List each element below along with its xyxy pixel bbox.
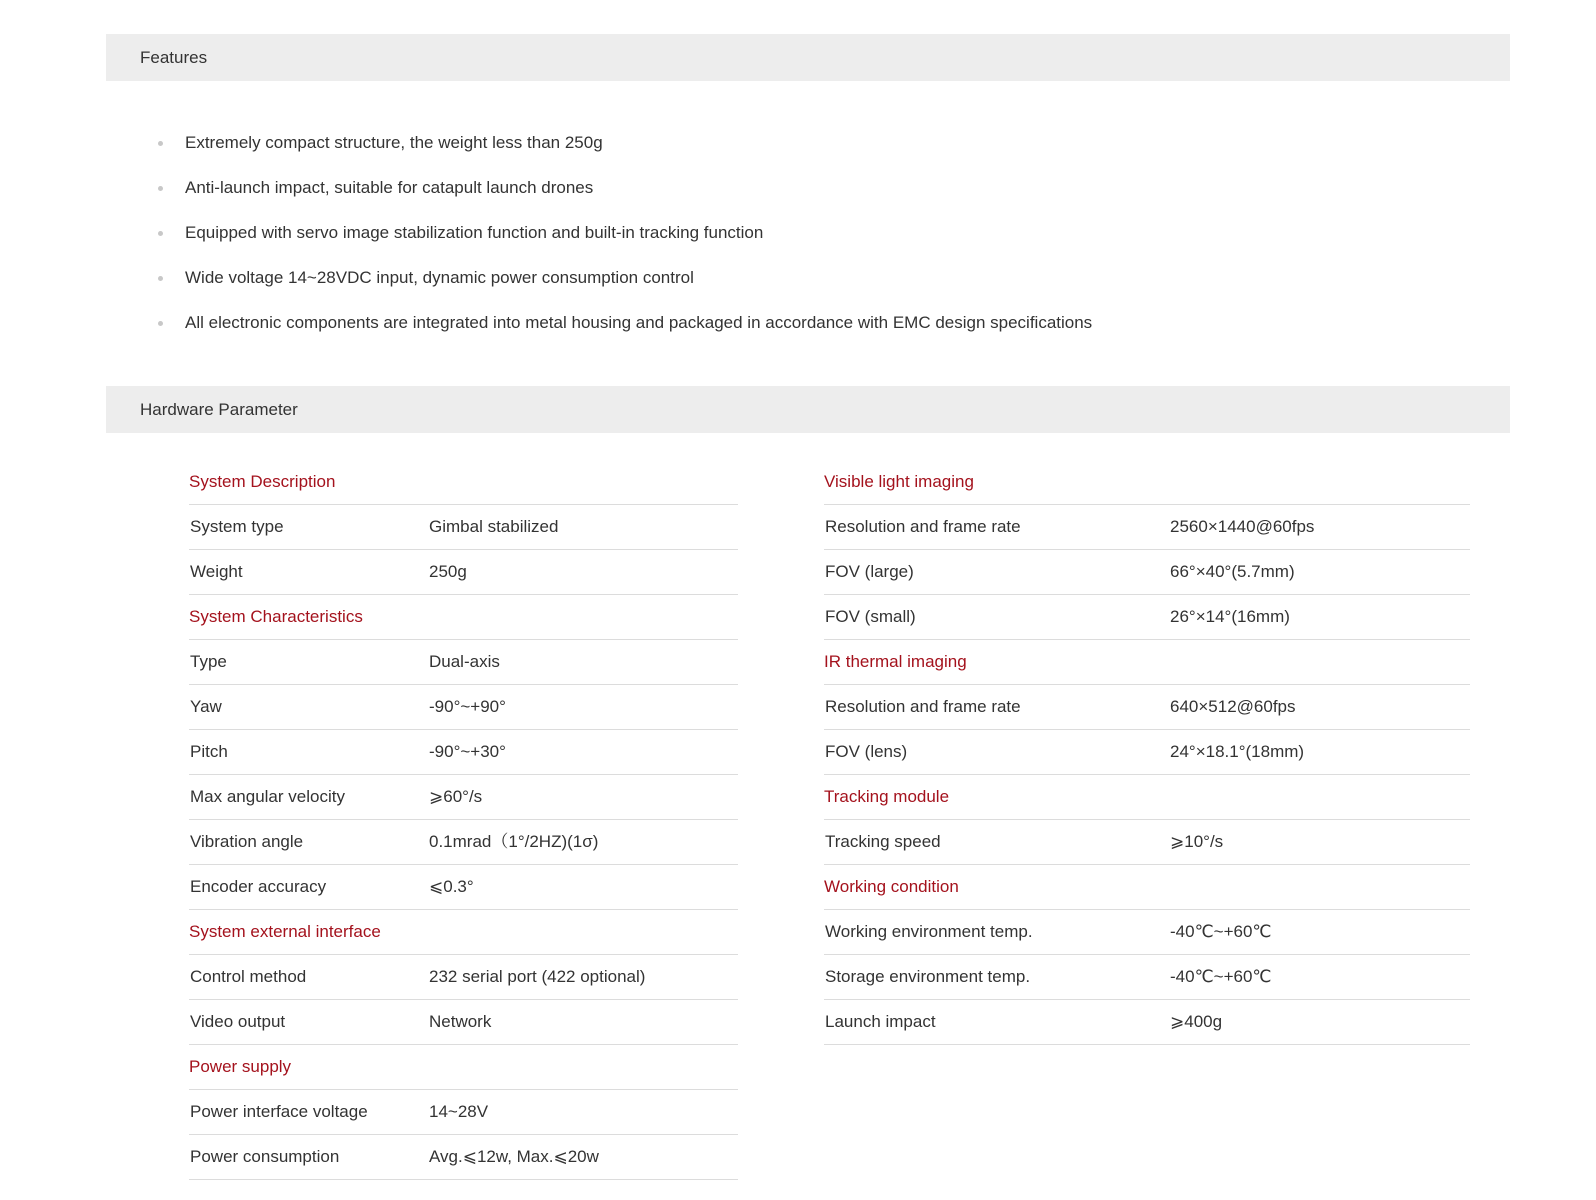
param-label: Video output xyxy=(190,1012,286,1031)
param-row xyxy=(824,1000,1470,1045)
param-row xyxy=(824,730,1470,775)
feature-item xyxy=(156,126,1092,171)
param-value: ⩾400g xyxy=(1170,1012,1223,1031)
param-value: ⩽0.3° xyxy=(429,877,474,896)
param-value: 250g xyxy=(429,562,467,581)
features-title: Features xyxy=(140,48,208,67)
feature-text: Wide voltage 14~28VDC input, dynamic power consumption control xyxy=(185,268,694,287)
param-label: Launch impact xyxy=(825,1012,936,1031)
features-list xyxy=(156,126,1092,351)
param-value: Avg.⩽12w, Max.⩽20w xyxy=(429,1147,599,1166)
param-value: 0.1mrad（1°/2HZ)(1σ) xyxy=(429,832,599,851)
param-label: Power consumption xyxy=(190,1147,340,1166)
bullet-dot-icon xyxy=(158,186,163,191)
feature-text: Anti-launch impact, suitable for catapult launch drones xyxy=(185,178,594,197)
param-group-heading-ir-thermal-imaging: IR thermal imaging xyxy=(824,640,1470,685)
param-value: -40℃~+60℃ xyxy=(1170,967,1272,986)
param-label: Storage environment temp. xyxy=(825,967,1031,986)
param-group-heading-system-characteristics: System Characteristics xyxy=(189,595,738,640)
param-row xyxy=(189,820,738,865)
feature-item xyxy=(156,216,1092,261)
feature-text: Equipped with servo image stabilization function and built-in tracking function xyxy=(185,223,764,242)
param-label: Yaw xyxy=(190,697,222,716)
param-label: Control method xyxy=(190,967,307,986)
param-row xyxy=(824,550,1470,595)
param-label: Resolution and frame rate xyxy=(825,517,1021,536)
feature-text: All electronic components are integrated into metal housing and packaged in accordance with EMC design specifications xyxy=(185,313,1093,332)
param-label: Power interface voltage xyxy=(190,1102,368,1121)
param-value: Gimbal stabilized xyxy=(429,517,559,536)
param-value: Network xyxy=(429,1012,492,1031)
bullet-dot-icon xyxy=(158,276,163,281)
hardware-param-column-right xyxy=(824,460,1470,1045)
feature-item xyxy=(156,171,1092,216)
param-row xyxy=(189,1000,738,1045)
param-label: Encoder accuracy xyxy=(190,877,327,896)
param-row xyxy=(824,955,1470,1000)
param-group-heading-tracking-module: Tracking module xyxy=(824,775,1470,820)
param-row xyxy=(189,1090,738,1135)
feature-text: Extremely compact structure, the weight less than 250g xyxy=(185,133,603,152)
param-row xyxy=(189,550,738,595)
param-label: System type xyxy=(190,517,284,536)
bullet-dot-icon xyxy=(158,141,163,146)
param-label: Type xyxy=(190,652,227,671)
param-value: 640×512@60fps xyxy=(1170,697,1296,716)
hardware-title: Hardware Parameter xyxy=(140,400,298,419)
features-section-header xyxy=(106,34,1510,81)
param-row xyxy=(189,505,738,550)
param-value: -90°~+90° xyxy=(429,697,506,716)
param-value: ⩾60°/s xyxy=(429,787,483,806)
param-value: 24°×18.1°(18mm) xyxy=(1170,742,1305,761)
param-row xyxy=(824,505,1470,550)
param-row xyxy=(824,595,1470,640)
param-row xyxy=(189,685,738,730)
param-group-heading-power-supply: Power supply xyxy=(189,1045,738,1090)
param-row xyxy=(189,730,738,775)
param-row xyxy=(189,1135,738,1180)
param-group-heading-working-condition: Working condition xyxy=(824,865,1470,910)
param-label: Tracking speed xyxy=(825,832,941,851)
param-value: 232 serial port (422 optional) xyxy=(429,967,646,986)
param-label: Working environment temp. xyxy=(825,922,1033,941)
param-value: ⩾10°/s xyxy=(1170,832,1224,851)
param-label: Vibration angle xyxy=(190,832,304,851)
param-group-heading-system-external-interface: System external interface xyxy=(189,910,738,955)
param-row xyxy=(824,820,1470,865)
param-row xyxy=(189,865,738,910)
param-label: FOV (small) xyxy=(825,607,916,626)
param-label: Max angular velocity xyxy=(190,787,345,806)
param-value: 14~28V xyxy=(429,1102,489,1121)
param-value: -40℃~+60℃ xyxy=(1170,922,1272,941)
param-label: Weight xyxy=(190,562,243,581)
param-value: 26°×14°(16mm) xyxy=(1170,607,1290,626)
param-label: Pitch xyxy=(190,742,228,761)
param-value: 2560×1440@60fps xyxy=(1170,517,1315,536)
param-value: 66°×40°(5.7mm) xyxy=(1170,562,1295,581)
param-value: Dual-axis xyxy=(429,652,500,671)
param-row xyxy=(189,775,738,820)
feature-item xyxy=(156,306,1092,351)
hardware-section-header xyxy=(106,386,1510,433)
param-value: -90°~+30° xyxy=(429,742,506,761)
param-group-heading-visible-light-imaging: Visible light imaging xyxy=(824,460,1470,505)
bullet-dot-icon xyxy=(158,321,163,326)
param-row xyxy=(824,685,1470,730)
param-row xyxy=(189,640,738,685)
param-label: Resolution and frame rate xyxy=(825,697,1021,716)
param-row xyxy=(824,910,1470,955)
bullet-dot-icon xyxy=(158,231,163,236)
hardware-param-column-left xyxy=(189,460,738,1180)
param-group-heading-system-description: System Description xyxy=(189,460,738,505)
param-row xyxy=(189,955,738,1000)
param-label: FOV (lens) xyxy=(825,742,908,761)
feature-item xyxy=(156,261,1092,306)
param-label: FOV (large) xyxy=(825,562,914,581)
